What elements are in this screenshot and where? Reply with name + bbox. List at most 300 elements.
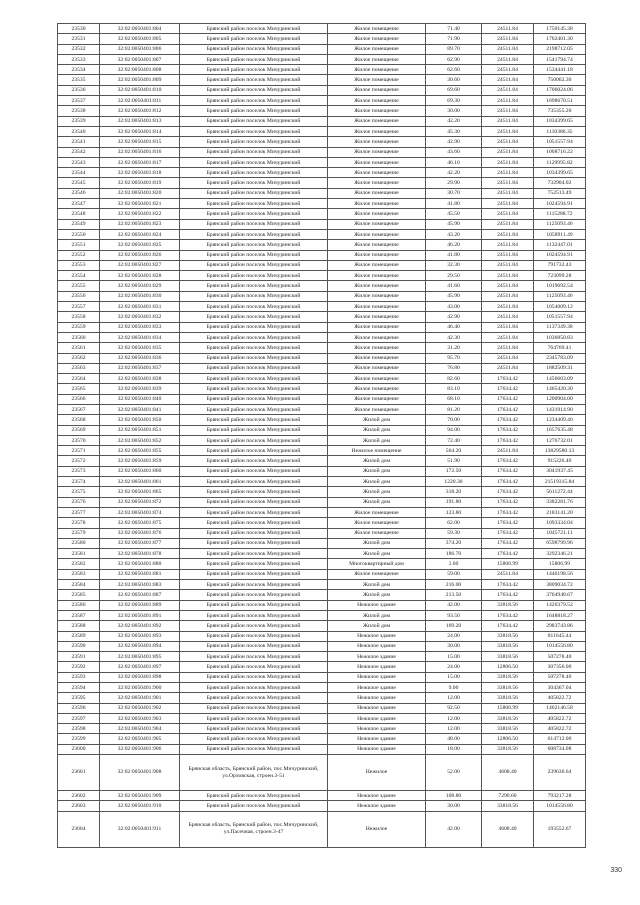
- object-type-cell: Жилое помещение: [328, 343, 426, 353]
- address-cell: Брянский район поселок Мичуринский: [180, 641, 328, 651]
- address-cell: Брянский район поселок Мичуринский: [180, 456, 328, 466]
- value-cell: 752513.49: [534, 188, 586, 198]
- value-cell: 811645.44: [534, 631, 586, 641]
- value-cell: 2198712.05: [534, 44, 586, 54]
- cadastral-number-cell: 32:02:0050401:903: [100, 713, 180, 723]
- table-row: [58, 538, 586, 548]
- value-cell: 1110386.35: [534, 126, 586, 136]
- cadastral-number-cell: 32:02:0050401:806: [100, 44, 180, 54]
- table-row: [58, 610, 586, 620]
- value-cell: 3292346.21: [534, 549, 586, 559]
- address-cell: Брянский район поселок Мичуринский: [180, 446, 328, 456]
- table-row: [58, 791, 586, 801]
- value-cell: 1750145.38: [534, 24, 586, 34]
- row-number-cell: 23578: [58, 518, 100, 528]
- object-type-cell: Жилое помещение: [328, 332, 426, 342]
- cadastral-number-cell: 32:02:0050401:825: [100, 240, 180, 250]
- address-cell: Брянский район поселок Мичуринский: [180, 693, 328, 703]
- cadastral-number-cell: 32:02:0050401:902: [100, 703, 180, 713]
- cadastral-number-cell: 32:02:0050401:804: [100, 24, 180, 34]
- rate-cell: 17634.42: [482, 538, 534, 548]
- table-row: [58, 302, 586, 312]
- object-type-cell: Жилое помещение: [328, 271, 426, 281]
- value-cell: 723099.28: [534, 271, 586, 281]
- cadastral-number-cell: 32:02:0050401:861: [100, 477, 180, 487]
- cadastral-number-cell: 32:02:0050401:906: [100, 744, 180, 754]
- table-row: [58, 199, 586, 209]
- rate-cell: 17634.42: [482, 518, 534, 528]
- rate-cell: 17634.42: [482, 610, 534, 620]
- rate-cell: 24511.84: [482, 250, 534, 260]
- table-row: [58, 188, 586, 198]
- cadastral-number-cell: 32:02:0050401:875: [100, 518, 180, 528]
- address-cell: Брянский район поселок Мичуринский: [180, 24, 328, 34]
- row-number-cell: 23587: [58, 610, 100, 620]
- table-row: [58, 229, 586, 239]
- row-number-cell: 23554: [58, 271, 100, 281]
- rate-cell: 24511.84: [482, 240, 534, 250]
- object-type-cell: Жилое помещение: [328, 85, 426, 95]
- rate-cell: 17634.42: [482, 466, 534, 476]
- row-number-cell: 23600: [58, 744, 100, 754]
- value-cell: 405822.72: [534, 724, 586, 734]
- table-row: [58, 425, 586, 435]
- value-cell: 1054009.12: [534, 302, 586, 312]
- rate-cell: 24511.84: [482, 168, 534, 178]
- rate-cell: 24511.84: [482, 178, 534, 188]
- address-cell: Брянский район поселок Мичуринский: [180, 713, 328, 723]
- row-number-cell: 23583: [58, 569, 100, 579]
- object-type-cell: Жилое помещение: [328, 75, 426, 85]
- area-cell: 12.00: [426, 713, 482, 723]
- cadastral-number-cell: 32:02:0050401:860: [100, 466, 180, 476]
- object-type-cell: Жилой дом: [328, 456, 426, 466]
- value-cell: 1882509.31: [534, 363, 586, 373]
- row-number-cell: 23559: [58, 322, 100, 332]
- address-cell: Брянская область, Брянский район, пос.Мичуринский, ул.Орловская, строен.3-51: [180, 755, 328, 791]
- value-cell: 3764948.67: [534, 590, 586, 600]
- rate-cell: 24511.84: [482, 75, 534, 85]
- address-cell: Брянский район поселок Мичуринский: [180, 384, 328, 394]
- rate-cell: 24511.84: [482, 209, 534, 219]
- cadastral-number-cell: 32:02:0050401:900: [100, 683, 180, 693]
- object-type-cell: Нежилое здание: [328, 631, 426, 641]
- table-row: [58, 85, 586, 95]
- address-cell: Брянский район поселок Мичуринский: [180, 487, 328, 497]
- area-cell: 42.20: [426, 116, 482, 126]
- address-cell: Брянский район поселок Мичуринский: [180, 791, 328, 801]
- row-number-cell: 23531: [58, 34, 100, 44]
- row-number-cell: 23589: [58, 631, 100, 641]
- cadastral-number-cell: 32:02:0050401:859: [100, 456, 180, 466]
- table-row: [58, 652, 586, 662]
- area-cell: 45.50: [426, 209, 482, 219]
- object-type-cell: Жилое помещение: [328, 281, 426, 291]
- address-cell: Брянский район поселок Мичуринский: [180, 662, 328, 672]
- value-cell: 1014556.80: [534, 801, 586, 811]
- cadastral-number-cell: 32:02:0050401:891: [100, 610, 180, 620]
- address-cell: Брянский район поселок Мичуринский: [180, 157, 328, 167]
- area-cell: 29.50: [426, 271, 482, 281]
- row-number-cell: 23544: [58, 168, 100, 178]
- area-cell: 1.00: [426, 559, 482, 569]
- value-cell: 1534441.18: [534, 65, 586, 75]
- address-cell: Брянский район поселок Мичуринский: [180, 404, 328, 414]
- row-number-cell: 23536: [58, 85, 100, 95]
- area-cell: 43.00: [426, 302, 482, 312]
- value-cell: 1132447.01: [534, 240, 586, 250]
- value-cell: 1051557.94: [534, 312, 586, 322]
- object-type-cell: Нежилое: [328, 755, 426, 791]
- rate-cell: 24511.84: [482, 24, 534, 34]
- value-cell: 405822.72: [534, 713, 586, 723]
- table-row: [58, 734, 586, 744]
- row-number-cell: 23569: [58, 425, 100, 435]
- table-row: [58, 322, 586, 332]
- cadastral-number-cell: 32:02:0050401:824: [100, 229, 180, 239]
- row-number-cell: 23596: [58, 703, 100, 713]
- object-type-cell: Жилое помещение: [328, 260, 426, 270]
- rate-cell: 24511.84: [482, 291, 534, 301]
- area-cell: 46.10: [426, 157, 482, 167]
- cadastral-number-cell: 32:02:0050401:809: [100, 75, 180, 85]
- table-row: [58, 755, 586, 791]
- area-cell: 68.10: [426, 394, 482, 404]
- table-row: [58, 580, 586, 590]
- cadastral-number-cell: 32:02:0050401:832: [100, 312, 180, 322]
- row-number-cell: 23537: [58, 96, 100, 106]
- object-type-cell: Жилой дом: [328, 538, 426, 548]
- area-cell: 42.00: [426, 811, 482, 847]
- address-cell: Брянский район поселок Мичуринский: [180, 528, 328, 538]
- object-type-cell: Нежилое здание: [328, 734, 426, 744]
- table-row: [58, 631, 586, 641]
- area-cell: 318.20: [426, 487, 482, 497]
- rate-cell: 17634.42: [482, 580, 534, 590]
- object-type-cell: Жилой дом: [328, 477, 426, 487]
- address-cell: Брянский район поселок Мичуринский: [180, 343, 328, 353]
- cadastral-number-cell: 32:02:0050401:811: [100, 96, 180, 106]
- table-row: [58, 811, 586, 847]
- address-cell: Брянский район поселок Мичуринский: [180, 85, 328, 95]
- row-number-cell: 23532: [58, 44, 100, 54]
- value-cell: 1234409.40: [534, 415, 586, 425]
- rate-cell: 33818.56: [482, 713, 534, 723]
- value-cell: 3809034.72: [534, 580, 586, 590]
- rate-cell: 24511.84: [482, 281, 534, 291]
- rate-cell: 33818.56: [482, 744, 534, 754]
- address-cell: Брянский район поселок Мичуринский: [180, 44, 328, 54]
- cadastral-number-cell: 32:02:0050401:840: [100, 394, 180, 404]
- address-cell: Брянская область, Брянский район, пос.Мичуринский, ул.Пасечная, строен.3-47: [180, 811, 328, 847]
- row-number-cell: 23584: [58, 580, 100, 590]
- address-cell: Брянский район поселок Мичуринский: [180, 250, 328, 260]
- row-number-cell: 23564: [58, 374, 100, 384]
- value-cell: 507278.40: [534, 652, 586, 662]
- rate-cell: 24511.84: [482, 271, 534, 281]
- address-cell: Брянский район поселок Мичуринский: [180, 147, 328, 157]
- cadastral-number-cell: 32:02:0050401:838: [100, 374, 180, 384]
- rate-cell: 17634.42: [482, 435, 534, 445]
- address-cell: Брянский район поселок Мичуринский: [180, 302, 328, 312]
- property-table: [57, 23, 586, 848]
- address-cell: Брянский район поселок Мичуринский: [180, 600, 328, 610]
- row-number-cell: 23603: [58, 801, 100, 811]
- address-cell: Брянский район поселок Мичуринский: [180, 312, 328, 322]
- area-cell: 41.80: [426, 199, 482, 209]
- rate-cell: 24511.84: [482, 569, 534, 579]
- row-number-cell: 23588: [58, 621, 100, 631]
- area-cell: 42.90: [426, 312, 482, 322]
- cadastral-number-cell: 32:02:0050401:822: [100, 209, 180, 219]
- rate-cell: 24511.84: [482, 116, 534, 126]
- object-type-cell: Жилое помещение: [328, 384, 426, 394]
- row-number-cell: 23561: [58, 343, 100, 353]
- address-cell: Брянский район поселок Мичуринский: [180, 219, 328, 229]
- area-cell: 12.00: [426, 724, 482, 734]
- address-cell: Брянский район поселок Мичуринский: [180, 631, 328, 641]
- value-cell: 1648818.27: [534, 610, 586, 620]
- area-cell: 30.00: [426, 641, 482, 651]
- value-cell: 764769.41: [534, 343, 586, 353]
- address-cell: Брянский район поселок Мичуринский: [180, 672, 328, 682]
- rate-cell: 17634.42: [482, 487, 534, 497]
- cadastral-number-cell: 32:02:0050401:820: [100, 188, 180, 198]
- row-number-cell: 23597: [58, 713, 100, 723]
- row-number-cell: 23566: [58, 394, 100, 404]
- area-cell: 169.20: [426, 621, 482, 631]
- address-cell: Брянский район поселок Мичуринский: [180, 744, 328, 754]
- object-type-cell: Многоквартирный дом: [328, 559, 426, 569]
- table-row: [58, 662, 586, 672]
- object-type-cell: Жилой дом: [328, 590, 426, 600]
- object-type-cell: Нежилое помещение: [328, 446, 426, 456]
- value-cell: 1045721.11: [534, 528, 586, 538]
- table-row: [58, 801, 586, 811]
- table-row: [58, 353, 586, 363]
- address-cell: Брянский район поселок Мичуринский: [180, 559, 328, 569]
- address-cell: Брянский район поселок Мичуринский: [180, 229, 328, 239]
- address-cell: Брянский район поселок Мичуринский: [180, 188, 328, 198]
- object-type-cell: Жилой дом: [328, 415, 426, 425]
- value-cell: 1431914.90: [534, 404, 586, 414]
- rate-cell: 24511.84: [482, 147, 534, 157]
- value-cell: 1014556.80: [534, 641, 586, 651]
- row-number-cell: 23582: [58, 559, 100, 569]
- cadastral-number-cell: 32:02:0050401:880: [100, 559, 180, 569]
- rate-cell: 17634.42: [482, 384, 534, 394]
- area-cell: 41.80: [426, 250, 482, 260]
- value-cell: 1465420.30: [534, 384, 586, 394]
- table-row: [58, 44, 586, 54]
- cadastral-number-cell: 32:02:0050401:830: [100, 291, 180, 301]
- rate-cell: 17634.42: [482, 374, 534, 384]
- row-number-cell: 23598: [58, 724, 100, 734]
- value-cell: 750062.30: [534, 75, 586, 85]
- object-type-cell: Жилой дом: [328, 549, 426, 559]
- row-number-cell: 23594: [58, 683, 100, 693]
- object-type-cell: Жилое помещение: [328, 106, 426, 116]
- area-cell: 70.00: [426, 415, 482, 425]
- cadastral-number-cell: 32:02:0050401:827: [100, 260, 180, 270]
- table-row: [58, 477, 586, 487]
- area-cell: 108.80: [426, 791, 482, 801]
- area-cell: 71.40: [426, 24, 482, 34]
- object-type-cell: Жилое помещение: [328, 374, 426, 384]
- area-cell: 43.60: [426, 147, 482, 157]
- rate-cell: 17634.42: [482, 477, 534, 487]
- object-type-cell: Жилое помещение: [328, 34, 426, 44]
- cadastral-number-cell: 32:02:0050401:897: [100, 662, 180, 672]
- rate-cell: 15806.99: [482, 559, 534, 569]
- table-row: [58, 569, 586, 579]
- object-type-cell: Жилое помещение: [328, 188, 426, 198]
- table-row: [58, 435, 586, 445]
- cadastral-number-cell: 32:02:0050401:841: [100, 404, 180, 414]
- area-cell: 76.80: [426, 363, 482, 373]
- cadastral-number-cell: 32:02:0050401:901: [100, 693, 180, 703]
- value-cell: 1115288.72: [534, 209, 586, 219]
- cadastral-number-cell: 32:02:0050401:893: [100, 631, 180, 641]
- object-type-cell: Жилой дом: [328, 425, 426, 435]
- address-cell: Брянский район поселок Мичуринский: [180, 260, 328, 270]
- value-cell: 1024594.91: [534, 250, 586, 260]
- value-cell: 2345783.09: [534, 353, 586, 363]
- area-cell: 30.00: [426, 106, 482, 116]
- value-cell: 1762401.30: [534, 34, 586, 44]
- cadastral-number-cell: 32:02:0050401:839: [100, 384, 180, 394]
- row-number-cell: 23572: [58, 456, 100, 466]
- table-row: [58, 497, 586, 507]
- row-number-cell: 23557: [58, 302, 100, 312]
- row-number-cell: 23574: [58, 477, 100, 487]
- table-row: [58, 281, 586, 291]
- area-cell: 9.00: [426, 683, 482, 693]
- object-type-cell: Нежилое здание: [328, 801, 426, 811]
- value-cell: 1420379.52: [534, 600, 586, 610]
- address-cell: Брянский район поселок Мичуринский: [180, 106, 328, 116]
- row-number-cell: 23599: [58, 734, 100, 744]
- area-cell: 59.00: [426, 569, 482, 579]
- rate-cell: 24511.84: [482, 446, 534, 456]
- rate-cell: 24511.84: [482, 229, 534, 239]
- rate-cell: 7290.60: [482, 791, 534, 801]
- value-cell: 1657635.48: [534, 425, 586, 435]
- row-number-cell: 23535: [58, 75, 100, 85]
- object-type-cell: Нежилое здание: [328, 662, 426, 672]
- table-row: [58, 219, 586, 229]
- table-row: [58, 24, 586, 34]
- cadastral-number-cell: 32:02:0050401:836: [100, 353, 180, 363]
- address-cell: Брянский район поселок Мичуринский: [180, 291, 328, 301]
- cadastral-number-cell: 32:02:0050401:829: [100, 281, 180, 291]
- rate-cell: 33818.56: [482, 724, 534, 734]
- row-number-cell: 23576: [58, 497, 100, 507]
- table-row: [58, 672, 586, 682]
- cadastral-number-cell: 32:02:0050401:894: [100, 641, 180, 651]
- row-number-cell: 23534: [58, 65, 100, 75]
- cadastral-number-cell: 32:02:0050401:816: [100, 147, 180, 157]
- table-row: [58, 394, 586, 404]
- value-cell: 3382281.76: [534, 497, 586, 507]
- area-cell: 45.30: [426, 126, 482, 136]
- table-row: [58, 34, 586, 44]
- cadastral-number-cell: 32:02:0050401:810: [100, 85, 180, 95]
- value-cell: 1137349.38: [534, 322, 586, 332]
- cadastral-number-cell: 32:02:0050401:878: [100, 549, 180, 559]
- address-cell: Брянский район поселок Мичуринский: [180, 75, 328, 85]
- area-cell: 30.00: [426, 801, 482, 811]
- object-type-cell: Жилое помещение: [328, 250, 426, 260]
- table-row: [58, 106, 586, 116]
- row-number-cell: 23563: [58, 363, 100, 373]
- address-cell: Брянский район поселок Мичуринский: [180, 569, 328, 579]
- object-type-cell: Нежилое здание: [328, 744, 426, 754]
- rate-cell: 17634.42: [482, 425, 534, 435]
- cadastral-number-cell: 32:02:0050401:877: [100, 538, 180, 548]
- rate-cell: 33818.56: [482, 693, 534, 703]
- value-cell: 614712.00: [534, 734, 586, 744]
- object-type-cell: Нежилое здание: [328, 703, 426, 713]
- rate-cell: 17634.42: [482, 394, 534, 404]
- cadastral-number-cell: 32:02:0050401:823: [100, 219, 180, 229]
- rate-cell: 24511.84: [482, 126, 534, 136]
- cadastral-number-cell: 32:02:0050401:904: [100, 724, 180, 734]
- row-number-cell: 23546: [58, 188, 100, 198]
- object-type-cell: Жилой дом: [328, 497, 426, 507]
- row-number-cell: 23542: [58, 147, 100, 157]
- row-number-cell: 23558: [58, 312, 100, 322]
- row-number-cell: 23547: [58, 199, 100, 209]
- table-row: [58, 260, 586, 270]
- area-cell: 172.50: [426, 466, 482, 476]
- address-cell: Брянский район поселок Мичуринский: [180, 590, 328, 600]
- cadastral-number-cell: 32:02:0050401:865: [100, 487, 180, 497]
- table-row: [58, 466, 586, 476]
- rate-cell: 24511.84: [482, 34, 534, 44]
- cadastral-number-cell: 32:02:0050401:828: [100, 271, 180, 281]
- object-type-cell: Нежилое: [328, 811, 426, 847]
- cadastral-number-cell: 32:02:0050401:852: [100, 435, 180, 445]
- rate-cell: 17634.42: [482, 404, 534, 414]
- address-cell: Брянский район поселок Мичуринский: [180, 199, 328, 209]
- area-cell: 12.00: [426, 693, 482, 703]
- table-row: [58, 703, 586, 713]
- address-cell: Брянский район поселок Мичуринский: [180, 126, 328, 136]
- cadastral-number-cell: 32:02:0050401:889: [100, 600, 180, 610]
- rate-cell: 24511.84: [482, 137, 534, 147]
- area-cell: 29.90: [426, 178, 482, 188]
- row-number-cell: 23539: [58, 116, 100, 126]
- address-cell: Брянский район поселок Мичуринский: [180, 394, 328, 404]
- value-cell: 1093334.04: [534, 518, 586, 528]
- row-number-cell: 23575: [58, 487, 100, 497]
- value-cell: 1034399.65: [534, 168, 586, 178]
- row-number-cell: 23565: [58, 384, 100, 394]
- row-number-cell: 23533: [58, 54, 100, 64]
- row-number-cell: 23586: [58, 600, 100, 610]
- table-row: [58, 240, 586, 250]
- object-type-cell: Жилое помещение: [328, 302, 426, 312]
- cadastral-number-cell: 32:02:0050401:808: [100, 65, 180, 75]
- value-cell: 1051557.94: [534, 137, 586, 147]
- object-type-cell: Жилое помещение: [328, 126, 426, 136]
- area-cell: 30.70: [426, 188, 482, 198]
- cadastral-number-cell: 32:02:0050401:837: [100, 363, 180, 373]
- table-row: [58, 528, 586, 538]
- value-cell: 13829580.13: [534, 446, 586, 456]
- area-cell: 186.70: [426, 549, 482, 559]
